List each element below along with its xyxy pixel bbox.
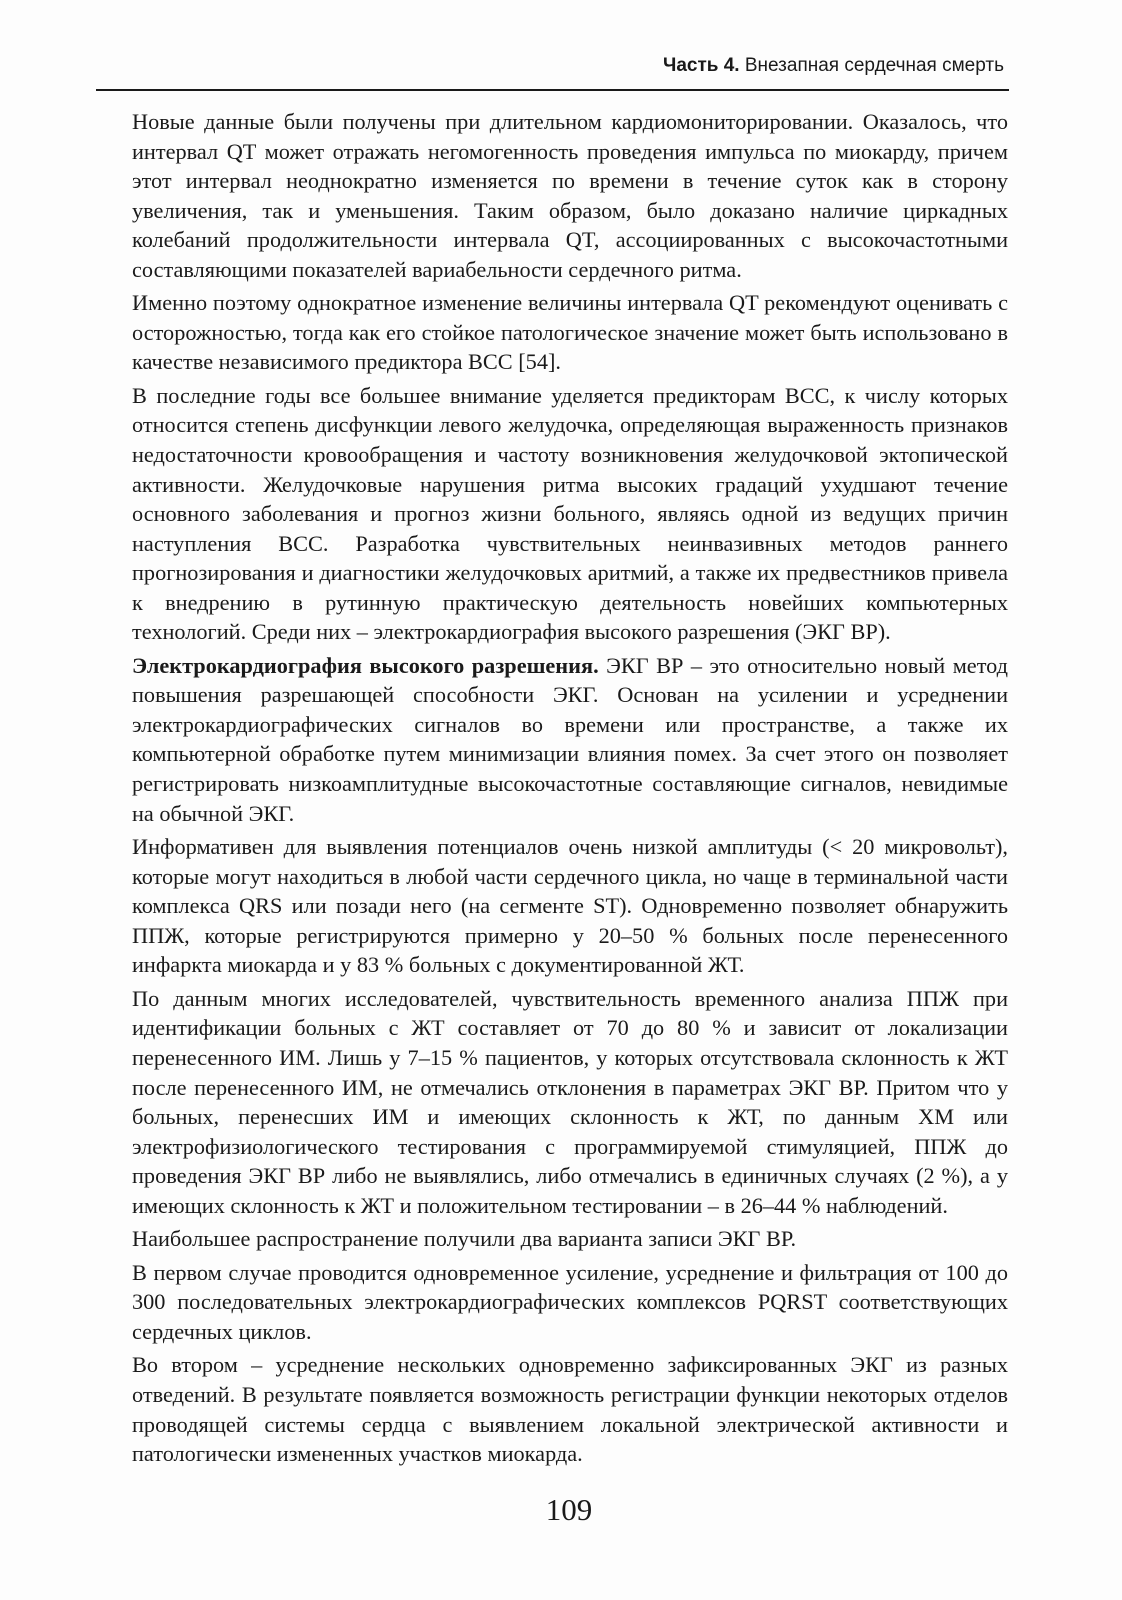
paragraph-text: ЭКГ ВР – это относительно новый метод повышения разрешающей способности ЭКГ. Основан на усилении и усреднении электрокардиографических сигналов во времени или пространстве, а также их компьютерной обработке путем минимизации влияния помех. За счет этого он позволяет регистрировать низкоамплитудные высокочастотные составляющие сигналов, невидимые на обычной ЭКГ. — [132, 652, 1008, 826]
paragraph: В первом случае проводится одновременное усиление, усреднение и фильтрация от 100 до 300 последовательных электрокардиографических комплексов PQRST соответствующих сердечных циклов. — [132, 1259, 1008, 1344]
page-number: 109 — [545, 1492, 593, 1527]
running-header — [663, 55, 1004, 77]
header-rule — [96, 89, 1009, 91]
paragraph — [132, 651, 1008, 828]
run-in-heading: Электрокардиография высокого разрешения. — [132, 652, 599, 678]
paragraph: В последние годы все большее внимание уделяется предикторам ВСС, к числу которых относится степень дисфункции левого желудочка, определяющая выраженность признаков недостаточности кровообращения и частоту возникновения желудочковой эктопической активности. Желудочковые нарушения ритма высоких градаций ухудшают течение основного заболевания и прогноз жизни больного, являясь одной из ведущих причин наступления ВСС. Разработка чувствительных неинвазивных методов раннего прогнозирования и диагностики желудочковых аритмий, а также их предвестников привела к внедрению в рутинную практическую деятельность новейших компьютерных технологий. Среди них – электрокардиография высокого разрешения (ЭКГ ВР). — [132, 382, 1008, 645]
paragraph: Именно поэтому однократное изменение величины интервала QT рекомендуют оценивать с осторожностью, тогда как его стойкое патологическое значение может быть использовано в качестве независимого предиктора ВСС [54]. — [132, 290, 1008, 375]
body-text — [132, 107, 1008, 1473]
part-label: Часть 4. — [662, 55, 740, 76]
paragraph: По данным многих исследователей, чувствительность временного анализа ППЖ при идентификации больных с ЖТ составляет от 70 до 80 % и зависит от локализации перенесенного ИМ. Лишь у 7–15 % пациентов, у которых отсутствовала склонность к ЖТ после перенесенного ИМ, не отмечались отклонения в параметрах ЭКГ ВР. Притом что у больных, перенесших ИМ и имеющих склонность к ЖТ, по данным ХМ или электрофизиологического тестирования с программируемой стимуляцией, ППЖ до проведения ЭКГ ВР либо не выявлялись, либо отмечались в единичных случаях (2 %), а у имеющих склонность к ЖТ и положительном тестировании – в 26–44 % наблюдений. — [132, 985, 1008, 1218]
paragraph: Во втором – усреднение нескольких одновременно зафиксированных ЭКГ из разных отведений. В результате появляется возможность регистрации функции некоторых отделов проводящей системы сердца с выявлением локальной электрической активности и патологически измененных участков миокарда. — [132, 1352, 1008, 1467]
paragraph: Информативен для выявления потенциалов очень низкой амплитуды (< 20 микровольт), которые могут находиться в любой части сердечного цикла, но чаще в терминальной части комплекса QRS или позади него (на сегменте ST). Одновременно позволяет обнаружить ППЖ, которые регистрируются примерно у 20–50 % больных после перенесенного инфаркта миокарда и у 83 % больных с документированной ЖТ. — [132, 834, 1008, 978]
paragraph: Новые данные были получены при длительном кардиомониторировании. Оказалось, что интервал QT может отражать негомогенность проведения импульса по миокарду, причем этот интервал неоднократно изменяется по времени в течение суток как в сторону увеличения, так и уменьшения. Таким образом, было доказано наличие циркадных колебаний продолжительности интервала QT, ассоциированных с высокочастотными составляющими показателей вариабельности сердечного ритма. — [132, 109, 1008, 282]
paragraph: Наибольшее распространение получили два варианта записи ЭКГ ВР. — [132, 1226, 797, 1252]
chapter-title: Внезапная сердечная смерть — [744, 55, 1004, 76]
